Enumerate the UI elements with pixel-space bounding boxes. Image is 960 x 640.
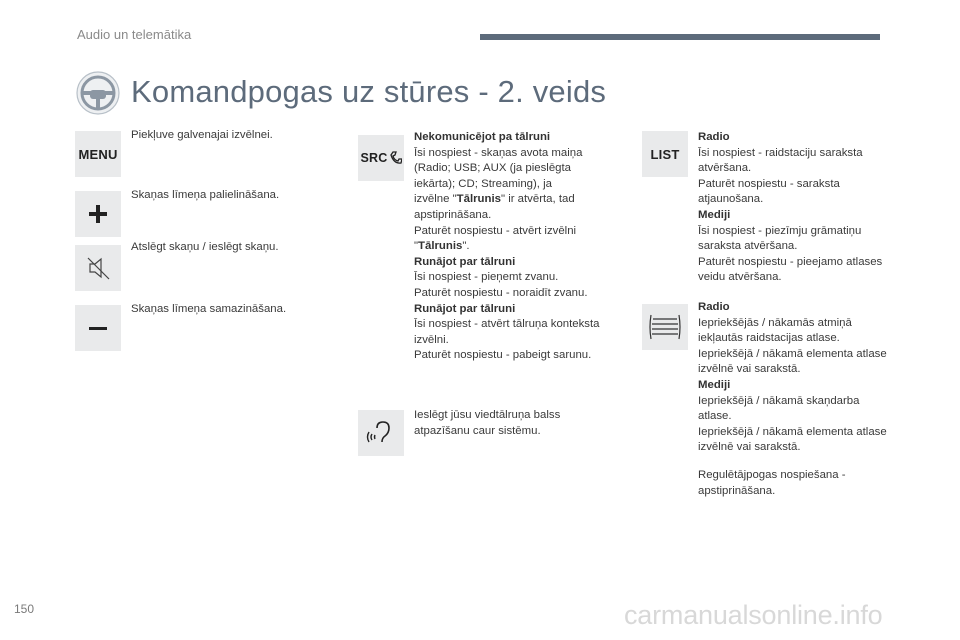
- list-line-2: atvēršana.: [698, 162, 752, 175]
- voice-command-icon: [358, 410, 404, 456]
- list-line-4: atjaunošana.: [698, 193, 764, 206]
- menu-text: Piekļuve galvenajai izvēlnei.: [131, 129, 273, 141]
- watermark: carmanualsonline.info: [624, 600, 883, 630]
- wheel-line-3: Iepriekšējā / nākamā elementa atlase: [698, 347, 887, 360]
- list-line-8: veidu atvēršana.: [698, 271, 782, 284]
- plus-icon: [75, 191, 121, 237]
- wheel-line-1: Iepriekšējās / nākamās atmiņā: [698, 316, 852, 329]
- src-line-7a: ": [414, 240, 419, 253]
- src-line-3: iekārta); CD; Streaming), ja: [414, 177, 552, 190]
- list-heading-radio: Radio: [698, 131, 730, 143]
- list-line-5: Īsi nospiest - piezīmju grāmatiņu: [698, 224, 862, 237]
- src-description: [414, 130, 600, 364]
- src-heading-calling-2: Runājot par tālruni: [414, 302, 516, 315]
- volume-down-text: Skaņas līmeņa samazināšana.: [131, 303, 287, 315]
- src-line-7-bold: Tālrunis: [418, 240, 463, 253]
- src-line-10: Īsi nospiest - atvērt tālruņa konteksta: [414, 318, 600, 331]
- volume-up-description: [131, 188, 279, 204]
- wheel-heading-radio: Radio: [698, 301, 730, 313]
- src-line-7c: ".: [462, 240, 470, 253]
- list-description: [698, 130, 882, 286]
- steering-wheel-icon: [75, 70, 121, 116]
- volume-up-text: Skaņas līmeņa palielināšana.: [131, 189, 280, 201]
- wheel-heading-media: Mediji: [698, 378, 731, 391]
- src-line-2: (Radio; USB; AUX (ja pieslēgta: [414, 162, 572, 175]
- src-line-6: Paturēt nospiestu - atvērt izvēlni: [414, 224, 577, 237]
- menu-button-icon: [75, 131, 121, 177]
- section-label: Audio un telemātika: [77, 27, 192, 42]
- wheel-line-2: iekļautās raidstacijas atlase.: [698, 332, 840, 345]
- wheel-line-7: Iepriekšējā / nākamā elementa atlase: [698, 425, 887, 438]
- src-icon-label: SRC: [360, 151, 388, 165]
- thumbwheel-icon: [642, 304, 688, 350]
- voice-line-2: atpazīšanu caur sistēmu.: [414, 424, 541, 437]
- minus-icon: [75, 305, 121, 351]
- menu-description: [131, 128, 273, 144]
- wheel-line-10: apstiprināšana.: [698, 484, 776, 497]
- wheel-line-9: Regulētājpogas nospiešana -: [698, 469, 846, 481]
- voice-description: [414, 408, 560, 439]
- src-line-8: Īsi nospiest - pieņemt zvanu.: [414, 271, 559, 284]
- mute-text: Atslēgt skaņu / ieslēgt skaņu.: [131, 241, 279, 253]
- list-icon-label: LIST: [650, 146, 680, 162]
- page-title: Komandpogas uz stūres - 2. veids: [131, 74, 607, 109]
- list-line-3: Paturēt nospiestu - saraksta: [698, 177, 840, 190]
- wheel-description: [698, 300, 887, 456]
- speaker-mute-icon: [75, 245, 121, 291]
- src-line-12: Paturēt nospiestu - pabeigt sarunu.: [414, 349, 592, 362]
- wheel-line-5: Iepriekšējā / nākamā skaņdarba: [698, 394, 860, 407]
- src-heading-not-calling: Nekomunicējot pa tālruni: [414, 131, 551, 143]
- list-heading-media: Mediji: [698, 208, 731, 221]
- header-bar: [480, 34, 880, 40]
- src-phone-icon: [358, 135, 404, 181]
- wheel-press-description: [698, 468, 846, 499]
- wheel-line-6: atlase.: [698, 410, 732, 423]
- list-line-7: Paturēt nospiestu - pieejamo atlases: [698, 255, 883, 268]
- src-line-4-bold: Tālrunis: [456, 193, 501, 206]
- volume-down-description: [131, 302, 286, 318]
- phone-handset-icon: [390, 151, 402, 165]
- wheel-line-8: izvēlnē vai sarakstā.: [698, 441, 801, 454]
- src-line-5: apstiprināšana.: [414, 208, 492, 221]
- src-line-11: izvēlni.: [414, 333, 449, 346]
- src-line-1: Īsi nospiest - skaņas avota maiņa: [414, 146, 583, 159]
- src-line-4a: izvēlne ": [414, 193, 457, 206]
- src-line-4c: " ir atvērta, tad: [500, 193, 575, 206]
- list-line-1: Īsi nospiest - raidstaciju saraksta: [698, 146, 863, 159]
- src-line-9: Paturēt nospiestu - noraidīt zvanu.: [414, 286, 588, 299]
- list-line-6: saraksta atvēršana.: [698, 240, 798, 253]
- menu-icon-label: MENU: [78, 146, 118, 162]
- voice-line-1: Ieslēgt jūsu viedtālruņa balss: [414, 409, 561, 421]
- src-heading-calling: Runājot par tālruni: [414, 255, 516, 268]
- page-number: 150: [14, 602, 35, 616]
- list-button-icon: [642, 131, 688, 177]
- mute-description: [131, 240, 279, 256]
- wheel-line-4: izvēlnē vai sarakstā.: [698, 363, 801, 376]
